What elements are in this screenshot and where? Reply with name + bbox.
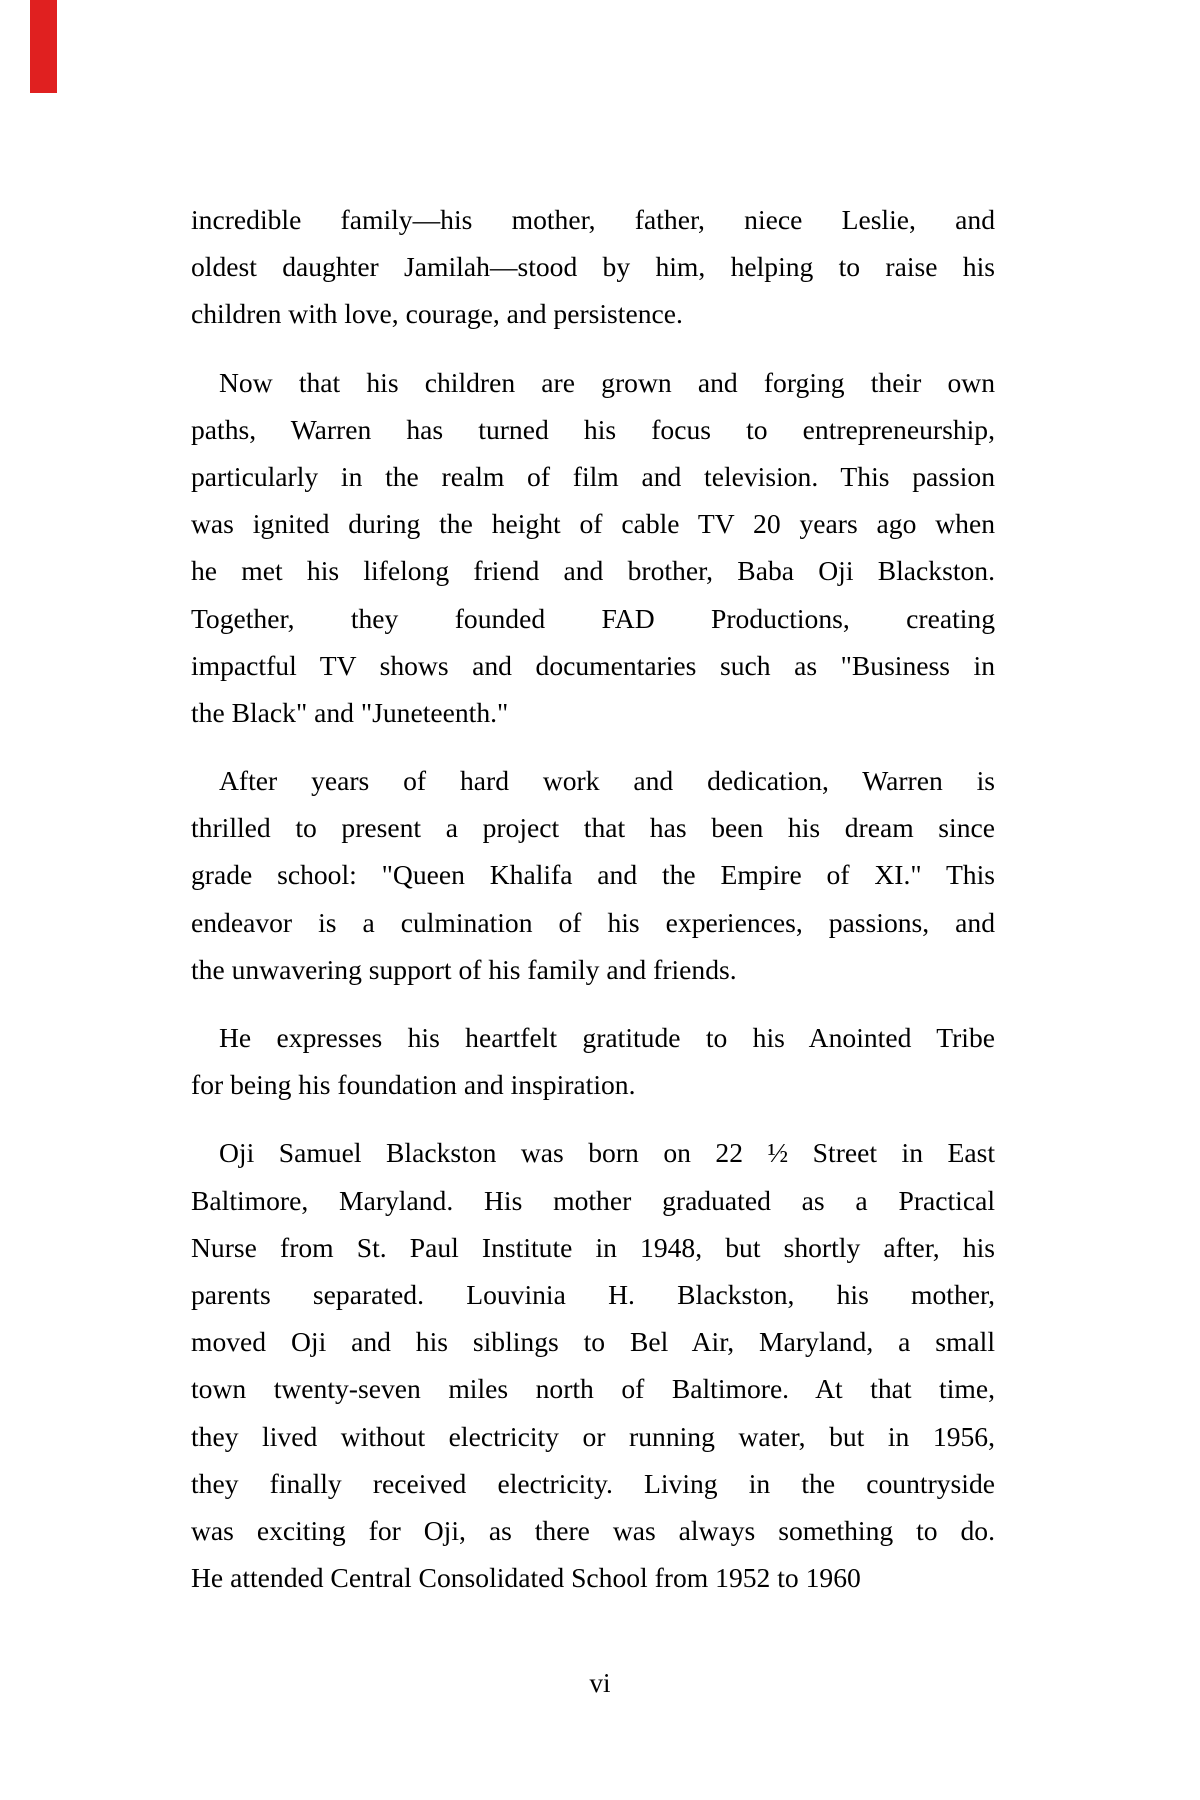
text-line: thrilled to present a project that has been his dream since [191, 812, 995, 844]
text-line: particularly in the realm of film and television. This passion [191, 460, 995, 492]
paragraph [191, 1014, 995, 1108]
text-line: parents separated. Louvinia H. Blackston, his mother, [191, 1278, 995, 1310]
text-line: town twenty-seven miles north of Baltimore. At that time, [191, 1373, 995, 1405]
text-line: After years of hard work and dedication, Warren is [219, 765, 995, 797]
paragraph [191, 757, 995, 993]
text-line: oldest daughter Jamilah—stood by him, helping to raise his [191, 251, 995, 283]
text-line: He expresses his heartfelt gratitude to his Anointed Tribe [219, 1022, 995, 1053]
text-line: Nurse from St. Paul Institute in 1948, but shortly after, his [191, 1231, 995, 1263]
text-line: was exciting for Oji, as there was always something to do. [191, 1514, 995, 1546]
body-text [191, 196, 995, 1601]
text-line: He attended Central Consolidated School from 1952 to 1960 [191, 1562, 861, 1594]
text-line: paths, Warren has turned his focus to entrepreneurship, [191, 413, 995, 445]
paragraph [191, 1129, 995, 1601]
paragraph [191, 196, 995, 338]
paragraph [191, 359, 995, 737]
text-line: endeavor is a culmination of his experiences, passions, and [191, 906, 995, 938]
text-line: he met his lifelong friend and brother, Baba Oji Blackston. [191, 555, 995, 587]
text-line: for being his foundation and inspiration. [191, 1069, 636, 1101]
text-line: Now that his children are grown and forging their own [219, 366, 995, 398]
text-line: moved Oji and his siblings to Bel Air, Maryland, a small [191, 1326, 995, 1358]
bookmark-ribbon-icon[interactable] [30, 0, 57, 93]
text-line: they finally received electricity. Living in the countryside [191, 1467, 995, 1499]
text-line: Together, they founded FAD Productions, creating [191, 602, 995, 634]
text-line: Baltimore, Maryland. His mother graduated as a Practical [191, 1184, 995, 1216]
text-line: they lived without electricity or running water, but in 1956, [191, 1420, 995, 1452]
text-line: impactful TV shows and documentaries such as "Business in [191, 649, 995, 681]
text-line: children with love, courage, and persistence. [191, 298, 683, 330]
text-line: incredible family—his mother, father, niece Leslie, and [191, 204, 995, 235]
text-line: grade school: "Queen Khalifa and the Empire of XI." This [191, 859, 995, 891]
text-line: Oji Samuel Blackston was born on 22 ½ Street in East [219, 1137, 995, 1169]
text-line: the Black" and "Juneteenth." [191, 696, 509, 728]
text-line: the unwavering support of his family and friends. [191, 953, 737, 985]
text-line: was ignited during the height of cable TV 20 years ago when [191, 508, 995, 540]
page-number: vi [589, 1668, 611, 1698]
